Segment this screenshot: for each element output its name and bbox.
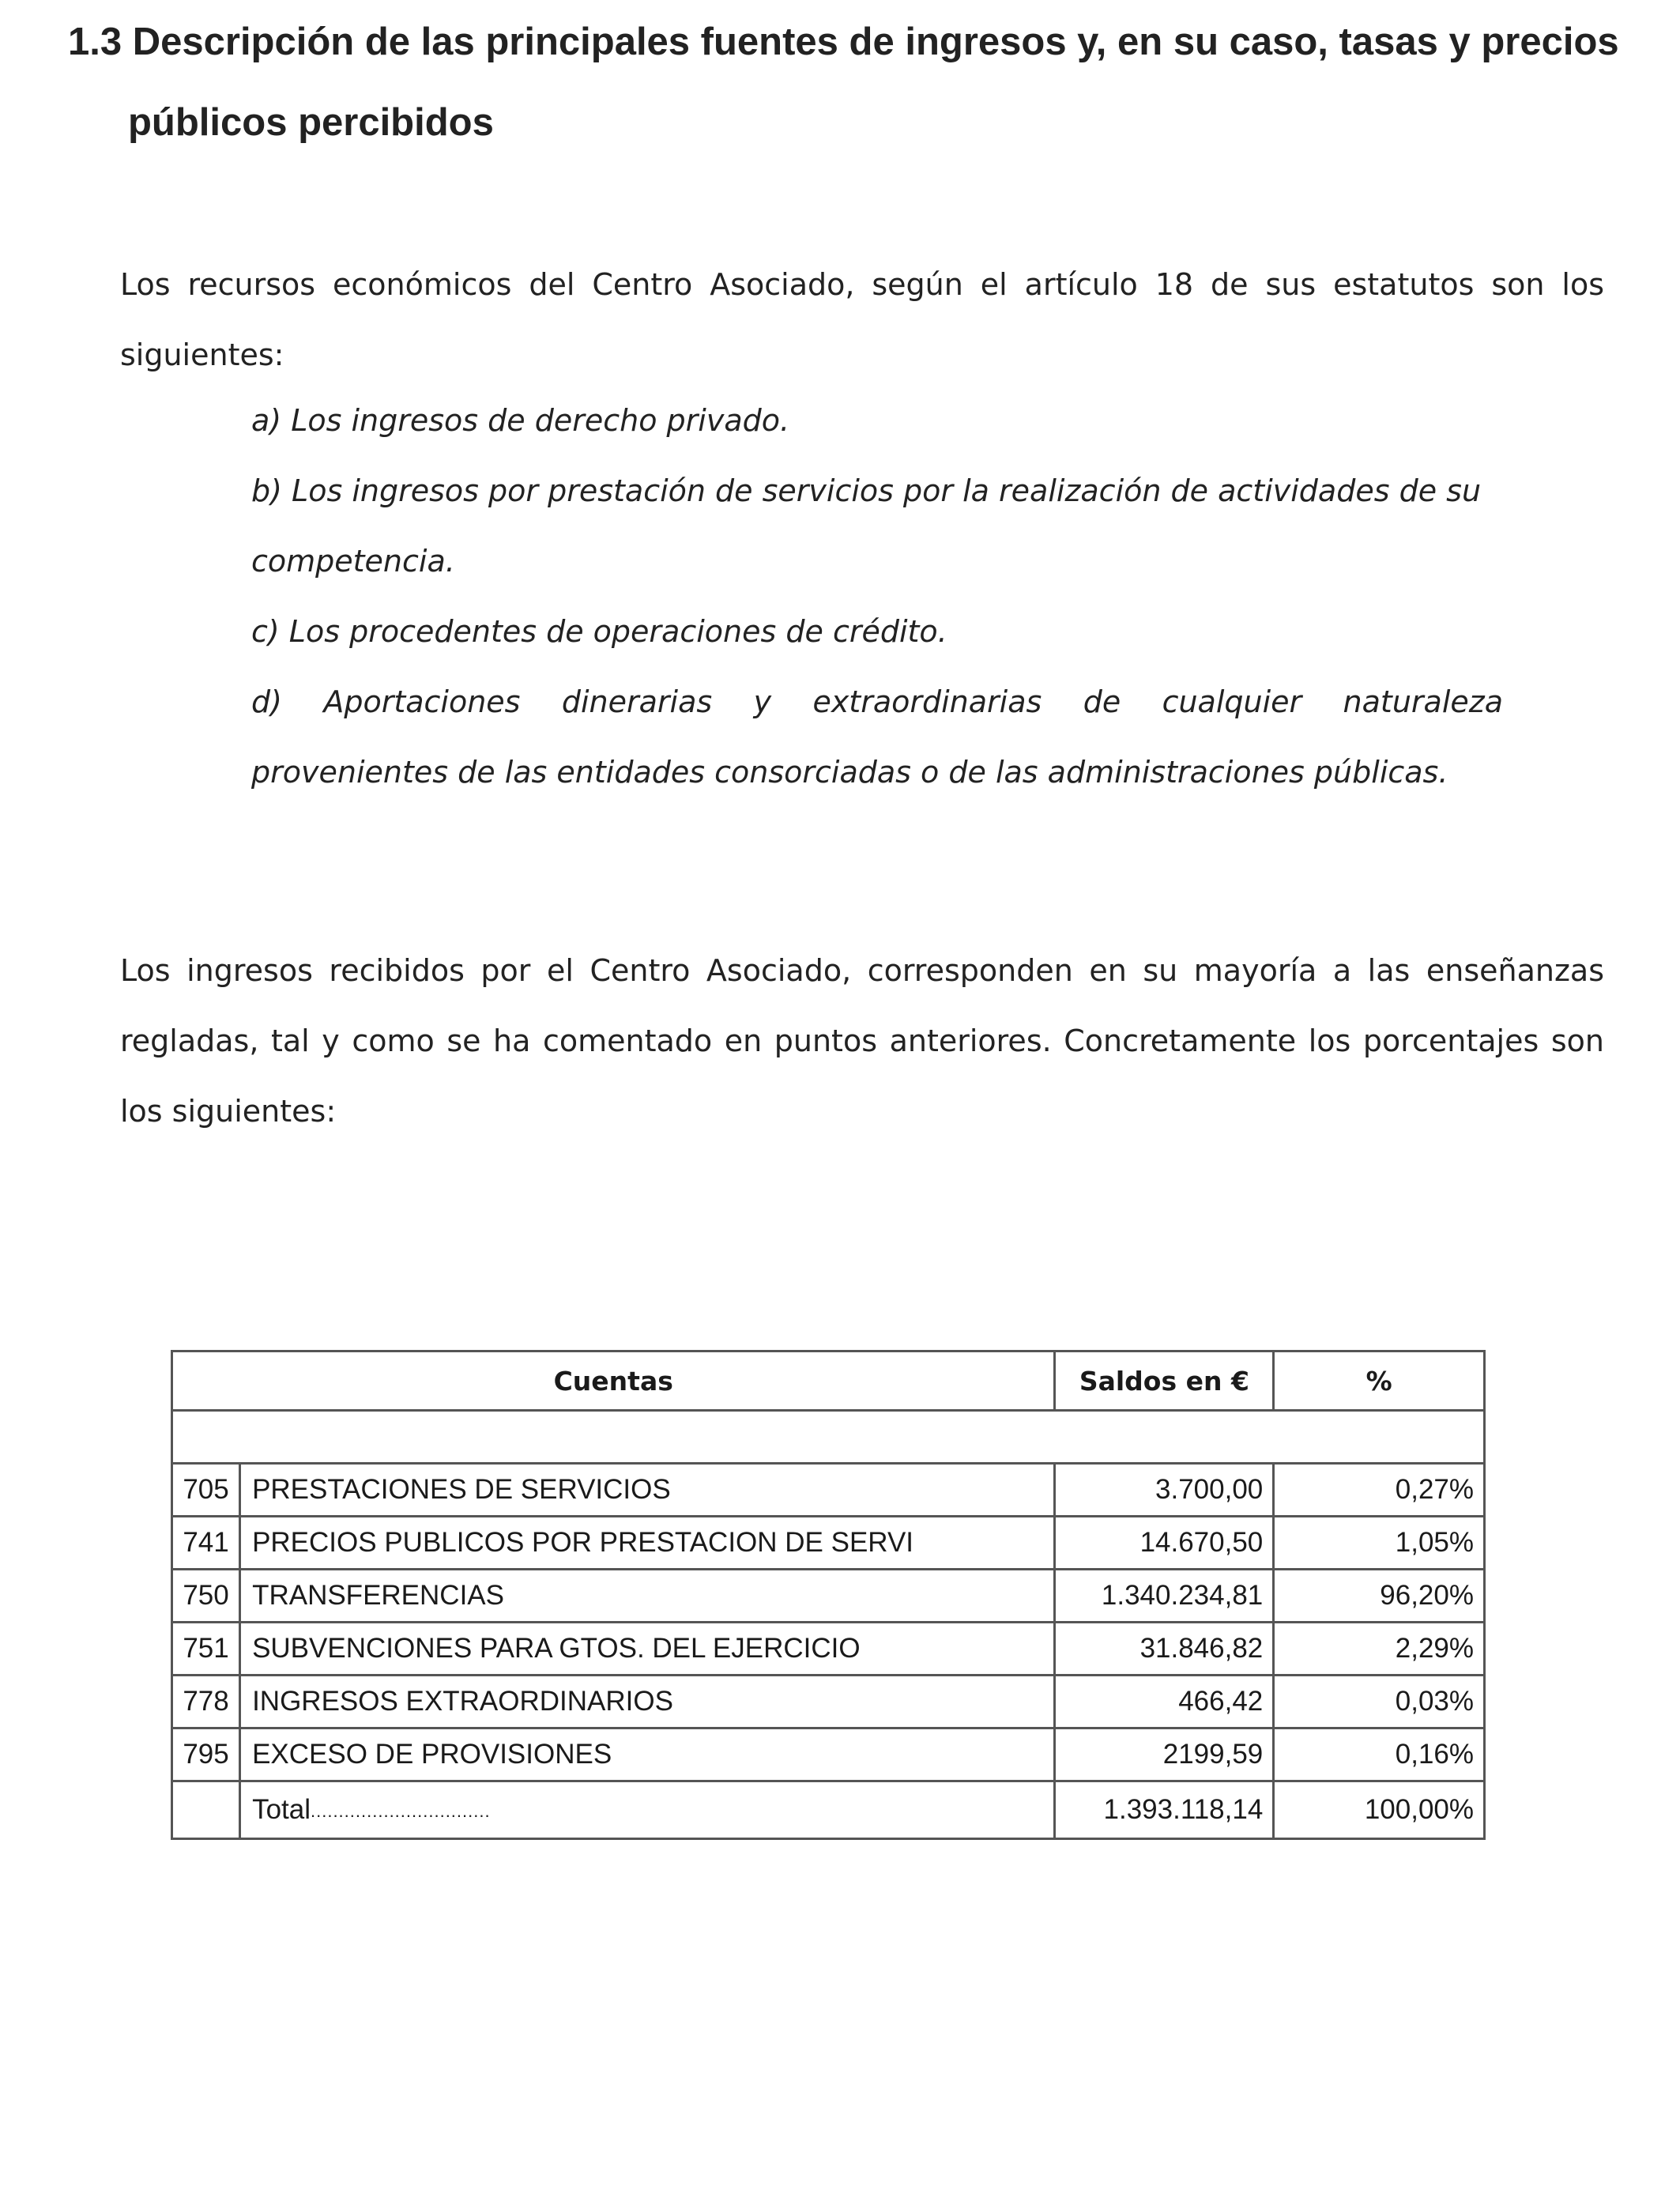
total-code-cell — [172, 1781, 240, 1839]
table-header-row — [172, 1351, 1485, 1411]
resource-item-d: d) Aportaciones dinerarias y extraordinarias de cualquier naturaleza — [251, 684, 1503, 719]
account-name: TRANSFERENCIAS — [240, 1570, 1055, 1623]
account-code: 751 — [172, 1623, 240, 1676]
account-amount: 14.670,50 — [1055, 1517, 1274, 1570]
account-code: 741 — [172, 1517, 240, 1570]
total-amount: 1.393.118,14 — [1055, 1781, 1274, 1839]
header-accounts: Cuentas — [172, 1351, 1055, 1411]
intro-line1: Los recursos económicos del Centro Asociado, según el artículo 18 de sus estatutos son los — [120, 267, 1604, 302]
table-row — [172, 1570, 1485, 1623]
account-percent: 2,29% — [1274, 1623, 1485, 1676]
table-row — [172, 1676, 1485, 1728]
account-amount: 3.700,00 — [1055, 1464, 1274, 1517]
account-percent: 0,16% — [1274, 1728, 1485, 1781]
section-heading — [68, 2, 1633, 163]
resource-item-b: b) Los ingresos por prestación de servicios por la realización de actividades de su — [251, 473, 1482, 508]
table-total-row — [172, 1781, 1485, 1839]
header-percent: % — [1274, 1351, 1485, 1411]
account-amount: 1.340.234,81 — [1055, 1570, 1274, 1623]
account-code: 750 — [172, 1570, 240, 1623]
resource-item-c: c) Los procedentes de operaciones de crédito. — [251, 614, 947, 649]
account-name: SUBVENCIONES PARA GTOS. DEL EJERCICIO — [240, 1623, 1055, 1676]
income-line2: regladas, tal y como se ha comentado en puntos anteriores. Concretamente los porcentajes son — [120, 1023, 1604, 1058]
account-percent: 1,05% — [1274, 1517, 1485, 1570]
table-row — [172, 1728, 1485, 1781]
total-label: Total — [252, 1794, 311, 1825]
income-line1: Los ingresos recibidos por el Centro Asociado, corresponden en su mayoría a las enseñanzas — [120, 953, 1604, 988]
account-name: PRESTACIONES DE SERVICIOS — [240, 1464, 1055, 1517]
account-percent: 0,27% — [1274, 1464, 1485, 1517]
income-table — [171, 1350, 1486, 1840]
account-amount: 466,42 — [1055, 1676, 1274, 1728]
account-amount: 2199,59 — [1055, 1728, 1274, 1781]
resource-item-a: a) Los ingresos de derecho privado. — [251, 403, 790, 438]
resources-list — [251, 386, 1503, 808]
resource-item-d-cont: provenientes de las entidades consorciadas o de las administraciones públicas. — [251, 755, 1448, 790]
account-code: 778 — [172, 1676, 240, 1728]
resource-item-b-cont: competencia. — [251, 544, 455, 579]
income-paragraph — [120, 936, 1604, 1147]
account-amount: 31.846,82 — [1055, 1623, 1274, 1676]
section-heading-line2: públicos percibidos — [128, 101, 494, 144]
account-name: PRECIOS PUBLICOS POR PRESTACION DE SERVI — [240, 1517, 1055, 1570]
total-leader-dots: ................................ — [311, 1800, 491, 1821]
header-balance: Saldos en € — [1055, 1351, 1274, 1411]
intro-paragraph — [120, 250, 1606, 390]
section-heading-line1: 1.3 Descripción de las principales fuentes de ingresos y, en su caso, tasas y precios — [68, 21, 1619, 63]
table-row — [172, 1517, 1485, 1570]
total-percent: 100,00% — [1274, 1781, 1485, 1839]
table-blank-row — [172, 1411, 1485, 1464]
intro-line2: siguientes: — [120, 337, 284, 372]
table-row — [172, 1623, 1485, 1676]
account-percent: 96,20% — [1274, 1570, 1485, 1623]
total-label-cell — [240, 1781, 1055, 1839]
account-code: 795 — [172, 1728, 240, 1781]
account-code: 705 — [172, 1464, 240, 1517]
account-percent: 0,03% — [1274, 1676, 1485, 1728]
account-name: EXCESO DE PROVISIONES — [240, 1728, 1055, 1781]
table-row — [172, 1464, 1485, 1517]
account-name: INGRESOS EXTRAORDINARIOS — [240, 1676, 1055, 1728]
income-line3: los siguientes: — [120, 1094, 337, 1129]
